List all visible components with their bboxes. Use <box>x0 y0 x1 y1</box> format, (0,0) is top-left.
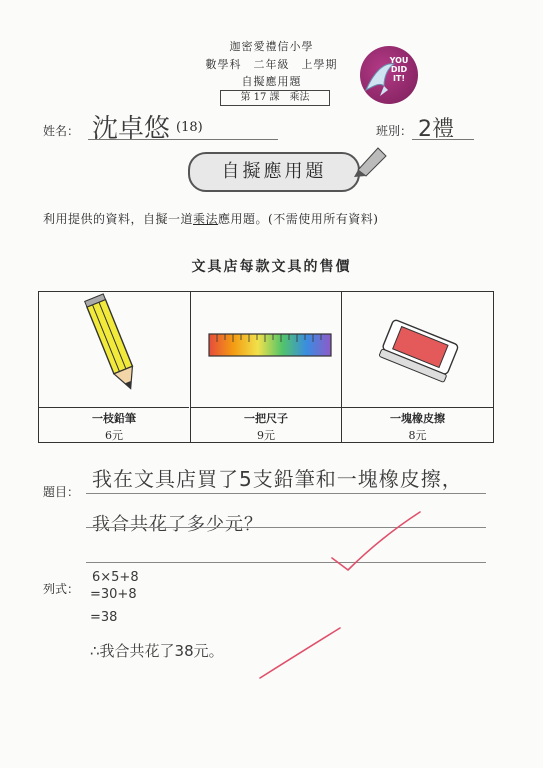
class-label: 班別： <box>376 124 413 138</box>
name-underline <box>88 139 278 140</box>
price-cell-ruler <box>190 292 341 442</box>
price-cell-eraser <box>341 292 493 442</box>
student-class: 2禮 <box>418 117 454 142</box>
worksheet-type: 自擬應用題 <box>241 75 302 88</box>
answer-line <box>86 527 486 528</box>
formula-answer: ∴我合共花了38元。 <box>90 642 224 660</box>
instruction-text: 利用提供的資料，自擬一道 <box>43 212 194 226</box>
school-name: 迦密愛禮信小學 <box>229 40 314 53</box>
ruler-icon <box>191 292 341 407</box>
eraser-icon <box>342 292 493 407</box>
sticker-text: YOU DID IT! <box>389 56 409 83</box>
student-name: 沈卓悠 <box>92 114 171 144</box>
formula-label: 列式： <box>43 582 80 596</box>
instruction-keyword: 乘法 <box>193 212 219 226</box>
item-price: 6元 <box>105 429 123 442</box>
student-number: (18) <box>176 120 203 135</box>
formula-step-1: 6×5+8 <box>92 570 139 585</box>
check-mark-icon <box>330 508 426 574</box>
pencil-decoration-icon <box>352 140 390 178</box>
name-label: 姓名： <box>43 124 80 138</box>
item-name: 一把尺子 <box>244 412 288 425</box>
subject-line: 數學科 二年級 上學期 <box>205 58 338 71</box>
item-price: 8元 <box>408 429 427 442</box>
check-mark-icon <box>258 624 342 686</box>
answer-line <box>86 562 486 563</box>
price-table-title: 文具店每款文具的售價 <box>191 259 352 275</box>
price-table <box>38 291 494 443</box>
reward-sticker <box>360 46 418 104</box>
instruction <box>43 210 378 227</box>
question-label: 題目： <box>43 485 80 499</box>
lesson-label: 第 17 課 乘法 <box>220 90 330 106</box>
pencil-icon <box>39 292 189 407</box>
item-name: 一塊橡皮擦 <box>390 412 445 425</box>
instruction-text-end: 應用題。(不需使用所有資料) <box>218 212 379 226</box>
item-name: 一枝鉛筆 <box>92 412 136 425</box>
price-cell-pencil <box>39 292 189 442</box>
class-underline <box>412 139 474 140</box>
formula-step-2: =30+8 <box>90 587 137 602</box>
item-price: 9元 <box>257 429 275 442</box>
question-line-1: 我在文具店買了5支鉛筆和一塊橡皮擦， <box>92 467 463 491</box>
question-line-2: 我合共花了多少元？ <box>92 514 263 535</box>
worksheet-title-banner: 自擬應用題 <box>188 152 360 192</box>
answer-line <box>86 493 486 494</box>
formula-step-3: =38 <box>90 610 118 625</box>
